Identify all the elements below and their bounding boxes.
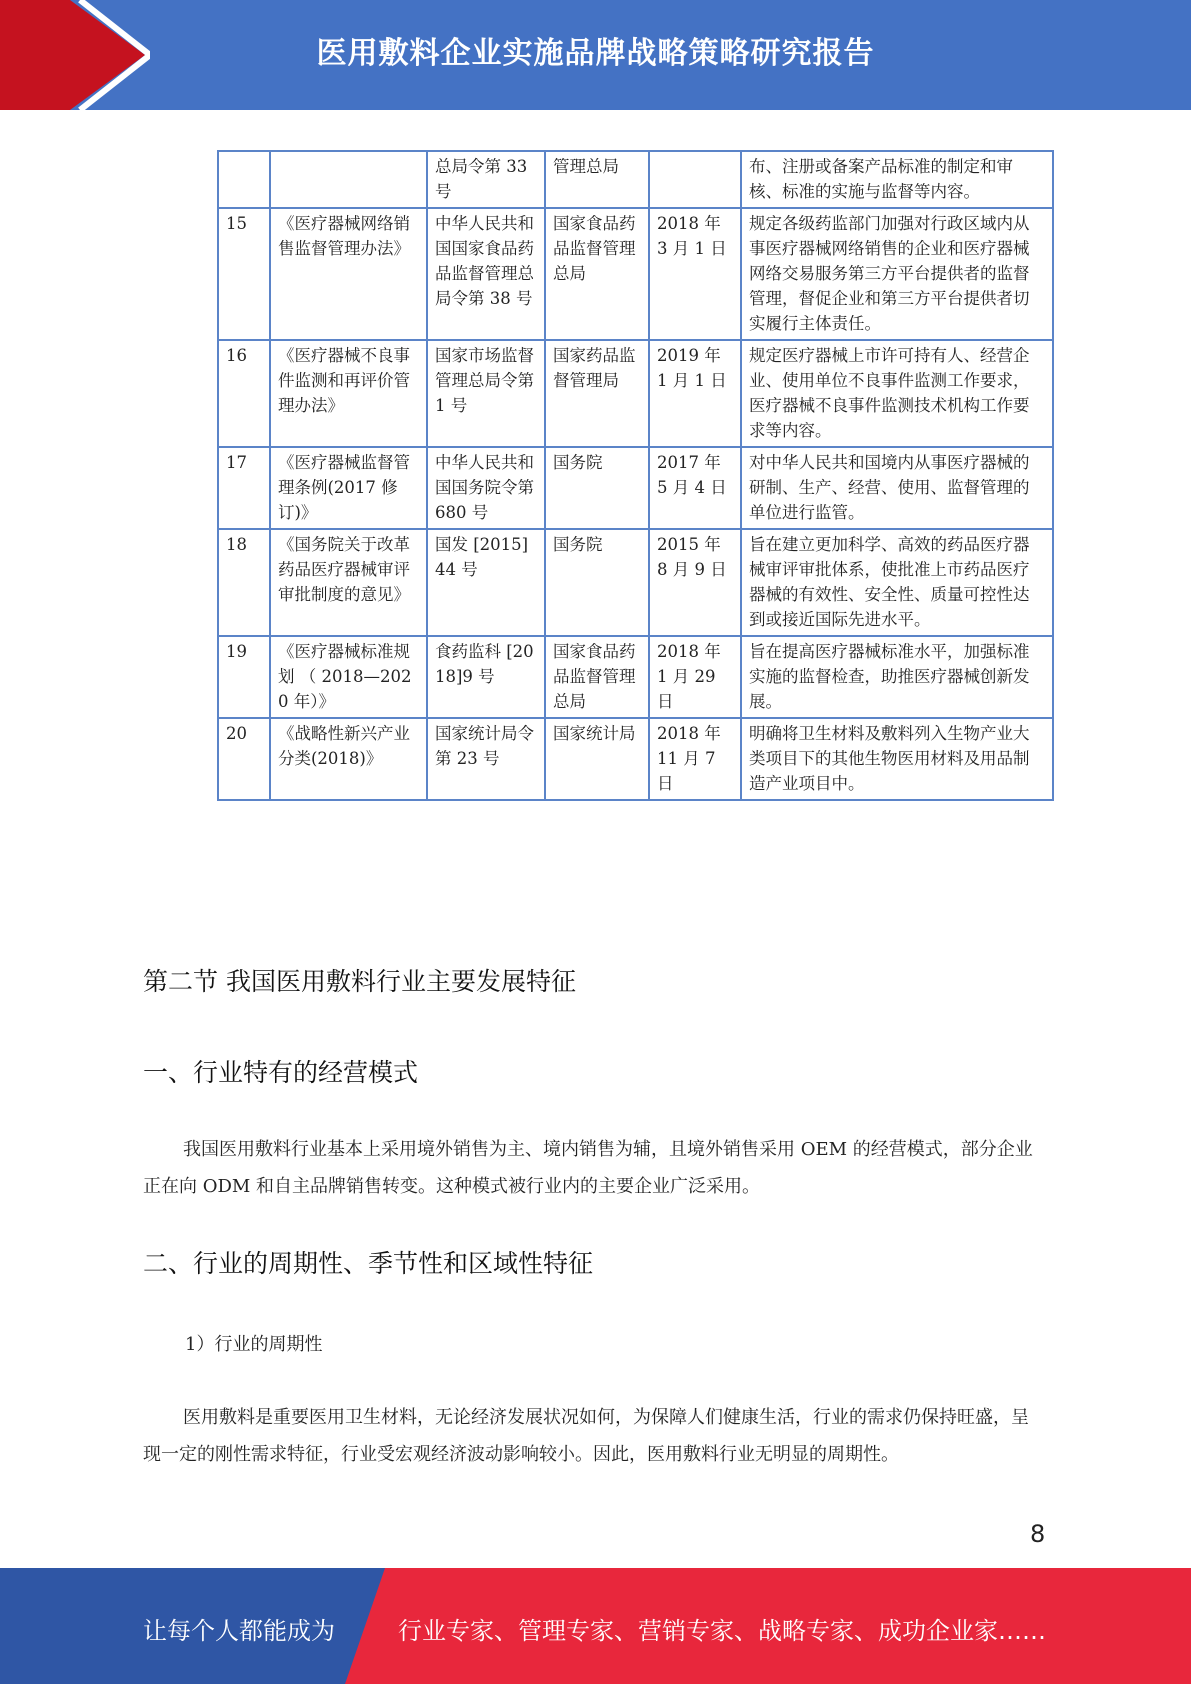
cell-date: [649, 151, 741, 208]
subheading-characteristics: 二、行业的周期性、季节性和区域性特征: [143, 1249, 594, 1278]
cell-content: 旨在建立更加科学、高效的药品医疗器械审评审批体系，使批准上市药品医疗器械的有效性、安全性、质量可控性达到或接近国际先进水平。: [741, 529, 1053, 636]
cell-issue-no: 中华人民共和国国家食品药品监督管理总局令第 38 号: [427, 208, 545, 340]
cell-name: 《医疗器械标准规划 （ 2018—2020 年）》: [270, 636, 427, 718]
regulation-table: [217, 150, 1054, 801]
cell-number: [218, 151, 270, 208]
cell-issue-no: 国发 [2015]44 号: [427, 529, 545, 636]
footer-slogan-left: 让每个人都能成为: [143, 1617, 335, 1645]
cell-name: 《医疗器械网络销售监督管理办法》: [270, 208, 427, 340]
cell-name: 《战略性新兴产业分类(2018)》: [270, 718, 427, 800]
table-row: [218, 340, 1053, 447]
cell-authority: 国家药品监督管理局: [545, 340, 649, 447]
cell-content: 布、注册或备案产品标准的制定和审核、标准的实施与监督等内容。: [741, 151, 1053, 208]
cell-authority: 国家食品药品监督管理总局: [545, 208, 649, 340]
cell-number: 16: [218, 340, 270, 447]
cell-issue-no: 食药监科 [2018]9 号: [427, 636, 545, 718]
footer-slogan-right: 行业专家、管理专家、营销专家、战略专家、成功企业家……: [398, 1617, 1046, 1645]
report-title: 医用敷料企业实施品牌战略策略研究报告: [316, 36, 875, 71]
page-number: 8: [1030, 1520, 1046, 1548]
table-row: [218, 718, 1053, 800]
cell-authority: 管理总局: [545, 151, 649, 208]
cell-issue-no: 国家市场监督管理总局令第 1 号: [427, 340, 545, 447]
table-row: [218, 151, 1053, 208]
table-row: [218, 636, 1053, 718]
cell-authority: 国务院: [545, 529, 649, 636]
cell-authority: 国家统计局: [545, 718, 649, 800]
subheading-business-model: 一、行业特有的经营模式: [143, 1058, 419, 1087]
cell-number: 19: [218, 636, 270, 718]
cell-issue-no: 中华人民共和国国务院令第 680 号: [427, 447, 545, 529]
cell-name: [270, 151, 427, 208]
paragraph-business-model: 我国医用敷料行业基本上采用境外销售为主、境内销售为辅，且境外销售采用 OEM 的经营模式，部分企业正在向 ODM 和自主品牌销售转变。这种模式被行业内的主要企业广泛采用。: [143, 1139, 1033, 1197]
cell-date: 2018 年 11 月 7 日: [649, 718, 741, 800]
cell-content: 明确将卫生材料及敷料列入生物产业大类项目下的其他生物医用材料及用品制造产业项目中。: [741, 718, 1053, 800]
cell-issue-no: 国家统计局令第 23 号: [427, 718, 545, 800]
cell-date: 2017 年 5 月 4 日: [649, 447, 741, 529]
cell-authority: 国家食品药品监督管理总局: [545, 636, 649, 718]
cell-number: 17: [218, 447, 270, 529]
cell-name: 《国务院关于改革药品医疗器械审评审批制度的意见》: [270, 529, 427, 636]
table-row: [218, 529, 1053, 636]
regulation-table-body: [218, 151, 1053, 800]
cell-number: 15: [218, 208, 270, 340]
cell-name: 《医疗器械不良事件监测和再评价管理办法》: [270, 340, 427, 447]
cell-content: 规定医疗器械上市许可持有人、经营企业、使用单位不良事件监测工作要求，医疗器械不良事件监测技术机构工作要求等内容。: [741, 340, 1053, 447]
cell-name: 《医疗器械监督管理条例(2017 修订)》: [270, 447, 427, 529]
cell-number: 18: [218, 529, 270, 636]
cell-content: 旨在提高医疗器械标准水平，加强标准实施的监督检查，助推医疗器械创新发展。: [741, 636, 1053, 718]
cell-number: 20: [218, 718, 270, 800]
cell-content: 规定各级药监部门加强对行政区域内从事医疗器械网络销售的企业和医疗器械网络交易服务第三方平台提供者的监督管理，督促企业和第三方平台提供者切实履行主体责任。: [741, 208, 1053, 340]
cell-date: 2015 年 8 月 9 日: [649, 529, 741, 636]
page-header: [0, 0, 1191, 110]
cell-authority: 国务院: [545, 447, 649, 529]
cell-issue-no: 总局令第 33 号: [427, 151, 545, 208]
cell-date: 2018 年 3 月 1 日: [649, 208, 741, 340]
cell-date: 2018 年 1 月 29 日: [649, 636, 741, 718]
table-row: [218, 447, 1053, 529]
paragraph-cyclicality: 医用敷料是重要医用卫生材料，无论经济发展状况如何，为保障人们健康生活，行业的需求仍保持旺盛，呈现一定的刚性需求特征，行业受宏观经济波动影响较小。因此，医用敷料行业无明显的周期性。: [143, 1407, 1029, 1465]
section-heading: 第二节 我国医用敷料行业主要发展特征: [143, 967, 576, 996]
regulation-table-wrapper: [217, 150, 1052, 801]
cell-date: 2019 年 1 月 1 日: [649, 340, 741, 447]
page-footer: [0, 1568, 1191, 1684]
list-item-cyclicality: 1）行业的周期性: [185, 1334, 323, 1355]
table-row: [218, 208, 1053, 340]
cell-content: 对中华人民共和国境内从事医疗器械的研制、生产、经营、使用、监督管理的单位进行监管。: [741, 447, 1053, 529]
